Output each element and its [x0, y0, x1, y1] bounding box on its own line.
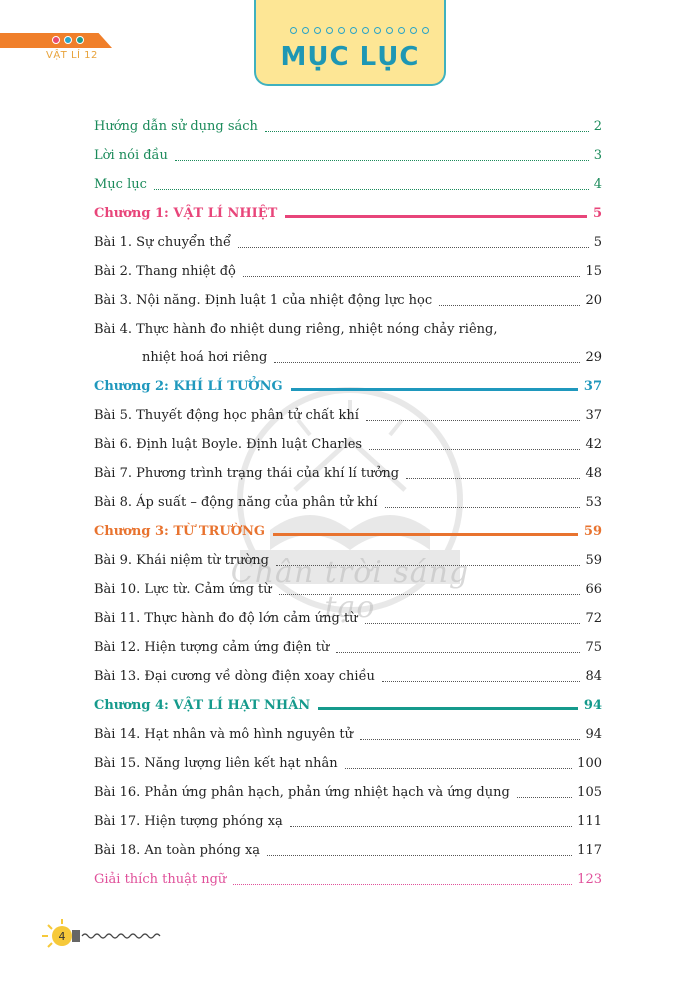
- toc-front-item-leader: [265, 130, 589, 132]
- toc-chapter-2-label: Chương 2: KHÍ LÍ TƯỞNG: [94, 379, 283, 394]
- toc-chapter-3-page: 59: [583, 524, 602, 539]
- toc-chapter-4-label: Chương 4: VẬT LÍ HẠT NHÂN: [94, 698, 311, 713]
- toc-front-item-page: 4: [593, 177, 602, 192]
- toc-chapter-1[interactable]: [94, 199, 602, 228]
- toc-chapter-3-bar: [273, 533, 578, 536]
- toc-lesson-page: 15: [585, 264, 602, 279]
- toc-lesson-label: Bài 10. Lực từ. Cảm ứng từ: [94, 582, 272, 597]
- toc-front-item-page: 2: [593, 119, 602, 134]
- toc-chapter-2-page: 37: [583, 379, 602, 394]
- toc-lesson-label: Bài 2. Thang nhiệt độ: [94, 264, 236, 279]
- toc-lesson-label: Bài 6. Định luật Boyle. Định luật Charles: [94, 437, 363, 452]
- toc-lesson-label: Bài 12. Hiện tượng cảm ứng điện từ: [94, 640, 330, 655]
- toc-front-item-label: Lời nói đầu: [94, 148, 168, 163]
- toc-chapter-1-label: Chương 1: VẬT LÍ NHIỆT: [94, 206, 278, 221]
- toc-chapter-2[interactable]: [94, 372, 602, 401]
- title-card: [254, 0, 446, 86]
- toc-lesson-page: 66: [585, 582, 602, 597]
- toc-front-item-label: Mục lục: [94, 177, 147, 192]
- toc-lesson-leader: [382, 680, 581, 682]
- toc-glossary-leader: [233, 883, 572, 885]
- toc-lesson-leader: [336, 651, 580, 653]
- toc-lesson-page: 53: [585, 495, 602, 510]
- toc-lesson-leader: [385, 506, 581, 508]
- toc-lesson-label: Bài 16. Phản ứng phân hạch, phản ứng nhiệt hạch và ứng dụng: [94, 785, 510, 800]
- toc-lesson-label: Bài 14. Hạt nhân và mô hình nguyên tử: [94, 727, 353, 742]
- toc-lesson-leader: [267, 854, 572, 856]
- toc-lesson-leader: [290, 825, 572, 827]
- page-number-badge: 4: [52, 926, 72, 946]
- toc-lesson[interactable]: [94, 604, 602, 633]
- toc-lesson-page: 75: [585, 640, 602, 655]
- toc-chapter-4-bar: [318, 707, 578, 710]
- toc-lesson[interactable]: [94, 749, 602, 778]
- toc-lesson-page: 37: [585, 408, 602, 423]
- toc-lesson-label: Bài 15. Năng lượng liên kết hạt nhân: [94, 756, 338, 771]
- toc-lesson-leader: [243, 275, 581, 277]
- toc-lesson-page: 5: [593, 235, 602, 250]
- toc-lesson-leader: [360, 738, 580, 740]
- toc-lesson[interactable]: [94, 401, 602, 430]
- toc-chapter-4[interactable]: [94, 691, 602, 720]
- toc-lesson-page: 100: [577, 756, 602, 771]
- toc-lesson-continued-label: nhiệt hoá hơi riêng: [142, 350, 268, 365]
- toc-lesson-leader: [365, 622, 581, 624]
- toc-chapter-2-bar: [291, 388, 578, 391]
- toc-lesson[interactable]: [94, 315, 602, 343]
- toc-front-item[interactable]: [94, 141, 602, 170]
- toc-glossary[interactable]: [94, 865, 602, 894]
- toc-lesson-page: 84: [585, 669, 602, 684]
- toc-glossary-label: Giải thích thuật ngữ: [94, 872, 227, 887]
- title-dots: [290, 27, 429, 34]
- toc-lesson-label: Bài 4. Thực hành đo nhiệt dung riêng, nhiệt nóng chảy riêng,: [94, 321, 498, 337]
- toc-chapter-1-bar: [285, 215, 587, 218]
- toc-chapter-4-page: 94: [583, 698, 602, 713]
- toc-lesson-page: 59: [585, 553, 602, 568]
- toc-lesson-page: 72: [585, 611, 602, 626]
- toc-lesson-label: Bài 3. Nội năng. Định luật 1 của nhiệt động lực học: [94, 293, 433, 308]
- toc-lesson-page: 42: [585, 437, 602, 452]
- toc-lesson[interactable]: [94, 807, 602, 836]
- toc-lesson-leader: [238, 246, 589, 248]
- toc-glossary-page: 123: [577, 872, 602, 887]
- toc-lesson-label: Bài 7. Phương trình trạng thái của khí lí tưởng: [94, 466, 400, 481]
- toc-chapter-1-page: 5: [592, 206, 602, 221]
- toc-lesson-page: 48: [585, 466, 602, 481]
- toc-chapter-3[interactable]: [94, 517, 602, 546]
- toc-lesson-continued-leader: [274, 361, 580, 363]
- toc-lesson-leader: [369, 448, 580, 450]
- toc-lesson[interactable]: [94, 430, 602, 459]
- toc-lesson[interactable]: [94, 662, 602, 691]
- header-subject-label: VẬT LÍ 12: [46, 50, 98, 61]
- squiggle-decoration-icon: [72, 926, 162, 946]
- toc-chapter-3-label: Chương 3: TỪ TRƯỜNG: [94, 524, 266, 539]
- toc-lesson-leader: [366, 419, 581, 421]
- toc-front-item-label: Hướng dẫn sử dụng sách: [94, 119, 258, 134]
- toc-lesson-label: Bài 1. Sự chuyển thể: [94, 235, 232, 250]
- toc-lesson[interactable]: [94, 836, 602, 865]
- toc-front-item[interactable]: [94, 170, 602, 199]
- watermark-text: Chân trời sáng tạo: [230, 555, 470, 625]
- toc-lesson[interactable]: [94, 633, 602, 662]
- toc-lesson-leader: [406, 477, 580, 479]
- toc-lesson-leader: [345, 767, 573, 769]
- toc-lesson[interactable]: [94, 286, 602, 315]
- toc-lesson-page: 117: [577, 843, 602, 858]
- page-title: MỤC LỤC: [280, 42, 420, 72]
- toc-lesson-page: 105: [577, 785, 602, 800]
- toc-lesson-leader: [276, 564, 580, 566]
- toc-lesson[interactable]: [94, 488, 602, 517]
- toc-front-item-page: 3: [593, 148, 602, 163]
- toc-lesson-page: 111: [577, 814, 602, 829]
- toc-lesson[interactable]: [94, 778, 602, 807]
- toc-lesson[interactable]: [94, 228, 602, 257]
- toc-lesson-leader: [517, 796, 572, 798]
- toc-lesson-label: Bài 8. Áp suất – động năng của phân tử khí: [94, 495, 378, 510]
- toc-lesson[interactable]: [94, 459, 602, 488]
- toc-lesson[interactable]: [94, 546, 602, 575]
- toc-lesson[interactable]: [94, 720, 602, 749]
- toc-front-item-leader: [154, 188, 589, 190]
- toc-lesson[interactable]: [94, 575, 602, 604]
- toc-lesson-leader: [279, 593, 581, 595]
- toc-lesson-label: Bài 17. Hiện tượng phóng xạ: [94, 814, 283, 829]
- toc-lesson-label: Bài 9. Khái niệm từ trường: [94, 553, 269, 568]
- toc-lesson-continued[interactable]: [94, 343, 602, 372]
- toc-front-item-leader: [175, 159, 589, 161]
- header-dots: [52, 36, 84, 44]
- toc-lesson[interactable]: [94, 257, 602, 286]
- toc-lesson-label: Bài 18. An toàn phóng xạ: [94, 843, 261, 858]
- toc-lesson-page: 20: [585, 293, 602, 308]
- toc-lesson-continued-page: 29: [585, 350, 602, 365]
- toc-lesson-label: Bài 11. Thực hành đo độ lớn cảm ứng từ: [94, 611, 358, 626]
- toc-lesson-label: Bài 5. Thuyết động học phân tử chất khí: [94, 408, 359, 423]
- table-of-contents: [94, 112, 602, 894]
- toc-lesson-label: Bài 13. Đại cương về dòng điện xoay chiều: [94, 669, 375, 684]
- toc-front-item[interactable]: [94, 112, 602, 141]
- toc-lesson-page: 94: [585, 727, 602, 742]
- toc-lesson-leader: [439, 304, 580, 306]
